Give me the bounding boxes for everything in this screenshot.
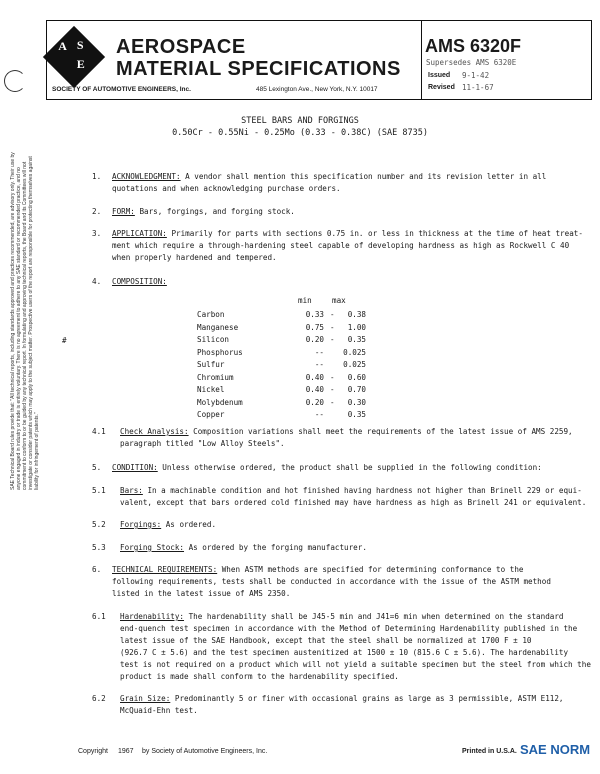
section-6-line1: When ASTM methods are specified for determining conformance to the xyxy=(221,565,524,574)
section-5-number: 5. xyxy=(92,463,102,472)
composition-separator: - xyxy=(330,310,335,319)
society-address: 485 Lexington Ave., New York, N.Y. 10017 xyxy=(256,86,378,93)
section-4-number: 4. xyxy=(92,277,102,286)
composition-max: 0.30 xyxy=(347,397,366,407)
section-1 xyxy=(112,171,582,183)
composition-element: Chromium xyxy=(197,372,234,382)
issued-date: 9-1-42 xyxy=(462,71,490,80)
composition-max: 0.70 xyxy=(347,385,366,394)
composition-element: Nickel xyxy=(197,385,225,394)
section-6-1-line1: The hardenability shall be J45-5 min and J41=6 min when determined on the standard xyxy=(188,612,564,621)
section-5-heading: CONDITION: xyxy=(112,463,158,472)
section-4-1 xyxy=(120,426,573,438)
composition-element: Sulfur xyxy=(197,360,225,369)
revised-label: Revised xyxy=(428,84,455,91)
composition-min: 0.75 xyxy=(305,322,324,332)
section-3-number: 3. xyxy=(92,229,102,238)
section-6-line2: following requirements, tests shall be conducted in accordance with the issue of the ASTM method xyxy=(112,577,551,586)
composition-element: Phosphorus xyxy=(197,347,243,357)
composition-max: 0.35 xyxy=(347,410,366,419)
section-3-line1: Primarily for parts with sections 0.75 in. or less in thickness at the time of heat treat- xyxy=(171,229,583,238)
section-5-1 xyxy=(120,485,582,497)
section-3-line3: when properly hardened and tempered. xyxy=(112,253,277,262)
section-5-3-number: 5.3 xyxy=(92,543,106,552)
legal-side-note: SAE Technical Board rules provide that: "All technical reports, including standards approved and practices recommended, are advisory only. Their use by anyone engaged in industry or trade is entirely voluntary. There is no agreement to adhere to any SAE standard or recommended practice, and no commitment to conform to or be guided by any technical report. In formulating and approving technical reports, the Board and its Committees will not investigate or consider patents which may apply to the subject matter. Prospective users of the report are responsible for protecting themselves against liability for infringement of patents." xyxy=(10,152,40,490)
composition-min: 0.40 xyxy=(305,372,324,382)
composition-separator: - xyxy=(330,322,335,332)
header-divider xyxy=(421,20,422,100)
section-3 xyxy=(112,228,592,240)
composition-max: 1.00 xyxy=(347,322,366,332)
section-1-line2: quotations and when acknowledging purchase orders. xyxy=(112,184,341,193)
section-6-1-line2: end-quench test specimen in accordance with the Method of Determining Hardenability published in the xyxy=(120,624,578,633)
section-3-line2: ment which require a through-hardening steel capable of developing hardness as high as Rockwell C 40 xyxy=(112,241,570,250)
composition-element: Silicon xyxy=(197,335,230,344)
section-4-1-line1: Composition variations shall meet the requirements of the latest issue of AMS 2259, xyxy=(193,427,573,436)
section-6-2-heading: Grain Size: xyxy=(120,694,171,703)
section-5-1-heading: Bars: xyxy=(120,486,143,495)
supersedes-note: Supersedes AMS 6320E xyxy=(426,58,517,67)
composition-min: -- xyxy=(314,360,324,369)
logo-letter-e: E xyxy=(76,56,85,71)
composition-element: Molybdenum xyxy=(197,397,243,407)
composition-min-header: min xyxy=(298,296,312,305)
section-6-1 xyxy=(120,611,563,623)
section-5-1-line2: valent, except that bars ordered cold finished may have hardness as high as Brinell 241 or equivalent. xyxy=(120,498,587,507)
section-6-1-line6: product is made shall conform to the hardenability specified. xyxy=(120,672,399,681)
revision-margin-mark: # xyxy=(62,336,67,345)
section-5 xyxy=(112,462,542,474)
composition-min: 0.33 xyxy=(305,310,324,319)
section-6-2 xyxy=(120,693,563,705)
section-6-1-heading: Hardenability: xyxy=(120,612,185,621)
revised-date: 11-1-67 xyxy=(462,83,494,92)
margin-circle xyxy=(4,70,26,92)
composition-max: 0.60 xyxy=(347,372,366,382)
section-5-2 xyxy=(120,519,216,531)
copyright-label: Copyright xyxy=(78,748,108,755)
section-5-2-number: 5.2 xyxy=(92,520,106,529)
section-4-1-number: 4.1 xyxy=(92,427,106,436)
section-2-line1: Bars, forgings, and forging stock. xyxy=(139,207,295,216)
composition-element: Copper xyxy=(197,410,225,419)
composition-max-header: max xyxy=(332,296,346,305)
section-6-2-line2: McQuaid-Ehn test. xyxy=(120,706,198,715)
header-title-line2: MATERIAL SPECIFICATIONS xyxy=(116,58,401,80)
composition-min: -- xyxy=(314,410,324,419)
composition-min: 0.20 xyxy=(305,335,324,344)
section-5-3-line1: As ordered by the forging manufacturer. xyxy=(188,543,367,552)
section-6-heading: TECHNICAL REQUIREMENTS: xyxy=(112,565,218,574)
section-4-1-line2: paragraph titled "Low Alloy Steels". xyxy=(120,439,285,448)
composition-min: -- xyxy=(314,347,324,357)
composition-max: 0.025 xyxy=(343,360,366,369)
section-2-heading: FORM: xyxy=(112,207,135,216)
section-5-3 xyxy=(120,542,367,554)
section-5-2-line1: As ordered. xyxy=(165,520,217,529)
printed-in: Printed in U.S.A. xyxy=(462,748,517,755)
composition-min: 0.40 xyxy=(305,385,324,394)
section-4-1-heading: Check Analysis: xyxy=(120,427,189,436)
section-5-1-number: 5.1 xyxy=(92,486,106,495)
composition-min: 0.20 xyxy=(305,397,324,407)
section-1-number: 1. xyxy=(92,172,102,181)
section-1-line1: A vendor shall mention this specification number and its revision letter in all xyxy=(185,172,547,181)
section-6 xyxy=(112,564,523,576)
section-6-2-number: 6.2 xyxy=(92,694,106,703)
composition-separator: - xyxy=(330,335,335,344)
composition-separator: - xyxy=(330,372,335,382)
section-4-heading: COMPOSITION: xyxy=(112,277,167,286)
sae-norm-watermark: SAE NORM xyxy=(520,742,591,757)
composition-separator: - xyxy=(330,385,335,394)
section-6-1-number: 6.1 xyxy=(92,612,106,621)
section-5-2-heading: Forgings: xyxy=(120,520,162,529)
section-6-line3: listed in the latest issue of AMS 2350. xyxy=(112,589,291,598)
logo-letter-a: A xyxy=(58,38,67,53)
doc-title: STEEL BARS AND FORGINGS xyxy=(241,116,359,126)
doc-subtitle: 0.50Cr - 0.55Ni - 0.25Mo (0.33 - 0.38C) (SAE 8735) xyxy=(172,128,428,138)
composition-max: 0.35 xyxy=(347,335,366,344)
section-3-heading: APPLICATION: xyxy=(112,229,167,238)
composition-element: Manganese xyxy=(197,322,239,332)
composition-separator: - xyxy=(330,397,335,407)
section-5-1-line1: In a machinable condition and hot finished having hardness not higher than Brinell 229 or equi- xyxy=(147,486,582,495)
society-name: SOCIETY OF AUTOMOTIVE ENGINEERS, Inc. xyxy=(52,86,191,93)
composition-max: 0.38 xyxy=(347,310,366,319)
logo-letter-s: S xyxy=(76,38,84,53)
copyright-owner: by Society of Automotive Engineers, Inc. xyxy=(142,748,268,755)
section-6-1-line3: latest issue of the SAE Handbook, except that the steel shall be normalized at 1700 F ± 10 xyxy=(120,636,532,645)
section-6-1-line5: test is not required on a product which will not yield a suitable specimen but the steel from which the xyxy=(120,660,591,669)
spec-number: AMS 6320F xyxy=(425,36,522,56)
composition-max: 0.025 xyxy=(343,347,366,357)
section-6-number: 6. xyxy=(92,565,102,574)
copyright-year: 1967 xyxy=(118,748,134,755)
header-title-line1: AEROSPACE xyxy=(116,36,246,58)
section-5-3-heading: Forging Stock: xyxy=(120,543,185,552)
section-2-number: 2. xyxy=(92,207,102,216)
composition-element: Carbon xyxy=(197,310,225,319)
section-6-1-line4: (926.7 C ± 5.6) and the test specimen austenitized at 1500 ± 10 (815.6 C ± 5.6). The hardenability xyxy=(120,648,569,657)
section-1-heading: ACKNOWLEDGMENT: xyxy=(112,172,181,181)
section-6-2-line1: Predominantly 5 or finer with occasional grains as large as 3 permissible, ASTM E112, xyxy=(174,694,564,703)
issued-label: Issued xyxy=(428,72,451,79)
section-2 xyxy=(112,206,295,218)
section-5-line1: Unless otherwise ordered, the product shall be supplied in the following condition: xyxy=(162,463,542,472)
